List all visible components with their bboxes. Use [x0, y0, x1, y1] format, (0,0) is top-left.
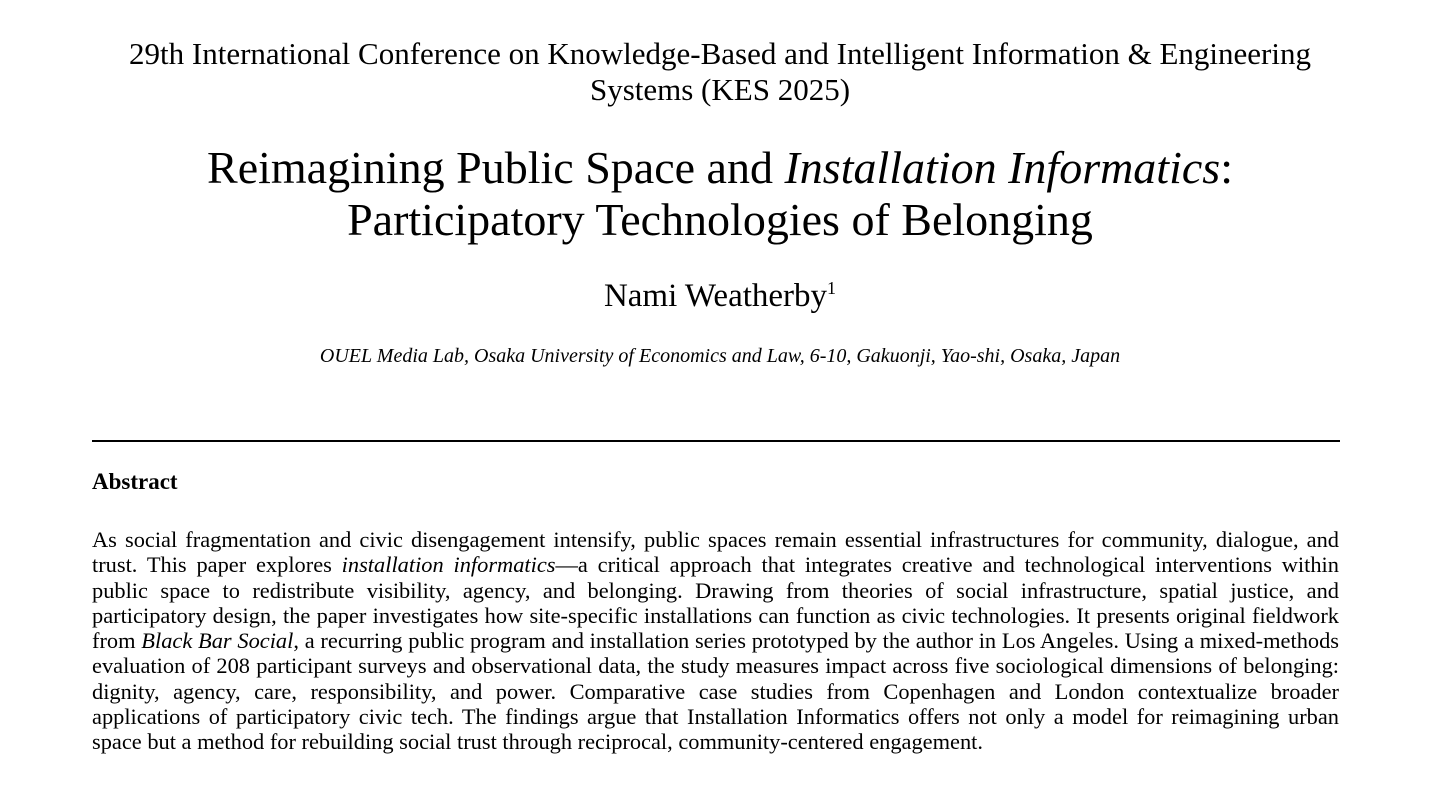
- abstract-text-part3: , a recurring public program and installation series prototyped by the author in Los Angeles. Using a mixed-methods evaluation of 208 participant surveys and observational data, the study measures impact across five sociological dimensions of belonging: dignity, agency, care, responsibility, and power. Comparative case studies from Copenhagen and London contextualize broader applications of participatory civic tech. The findings argue that Installation Informatics offers not only a model for reimagining urban space but a method for rebuilding social trust through reciprocal, community-centered engagement.: [92, 628, 1340, 755]
- title-line2: Participatory Technologies of Belonging: [347, 194, 1093, 245]
- abstract-italic-term2: Black Bar Social: [141, 628, 294, 654]
- author-affiliation: OUEL Media Lab, Osaka University of Economics and Law, 6-10, Gakuonji, Yao-shi, Osaka, Japan: [319, 345, 1121, 367]
- author-line: [92, 276, 1348, 316]
- author-affiliation-mark: 1: [827, 278, 837, 298]
- section-divider: [92, 440, 1340, 442]
- title-part1: Reimagining Public Space and: [207, 142, 785, 193]
- author-name: Nami Weatherby: [603, 278, 828, 314]
- title-italic-term: Installation Informatics: [784, 142, 1221, 193]
- abstract-text-part2: —a critical approach that integrates creative and technological interventions within public space to redistribute visibility, agency, and belonging. Drawing from theories of social infrastructure, spatial justice, and participatory design, the paper investigates how site-specific installations can function as civic technologies. It presents original fieldwork from: [92, 552, 1339, 654]
- conference-name: 29th International Conference on Knowledge-Based and Intelligent Information & Engineering Systems (KES 2025): [129, 36, 1311, 107]
- abstract-italic-term1: installation informatics: [341, 552, 556, 578]
- abstract-text-part1: As social fragmentation and civic disengagement intensify, public spaces remain essential infrastructures for community, dialogue, and trust. This paper explores: [92, 527, 1339, 578]
- abstract-body: [92, 527, 1339, 755]
- title-part2: :: [1220, 142, 1233, 193]
- abstract-heading: Abstract: [92, 469, 178, 494]
- paper-title: [92, 142, 1348, 246]
